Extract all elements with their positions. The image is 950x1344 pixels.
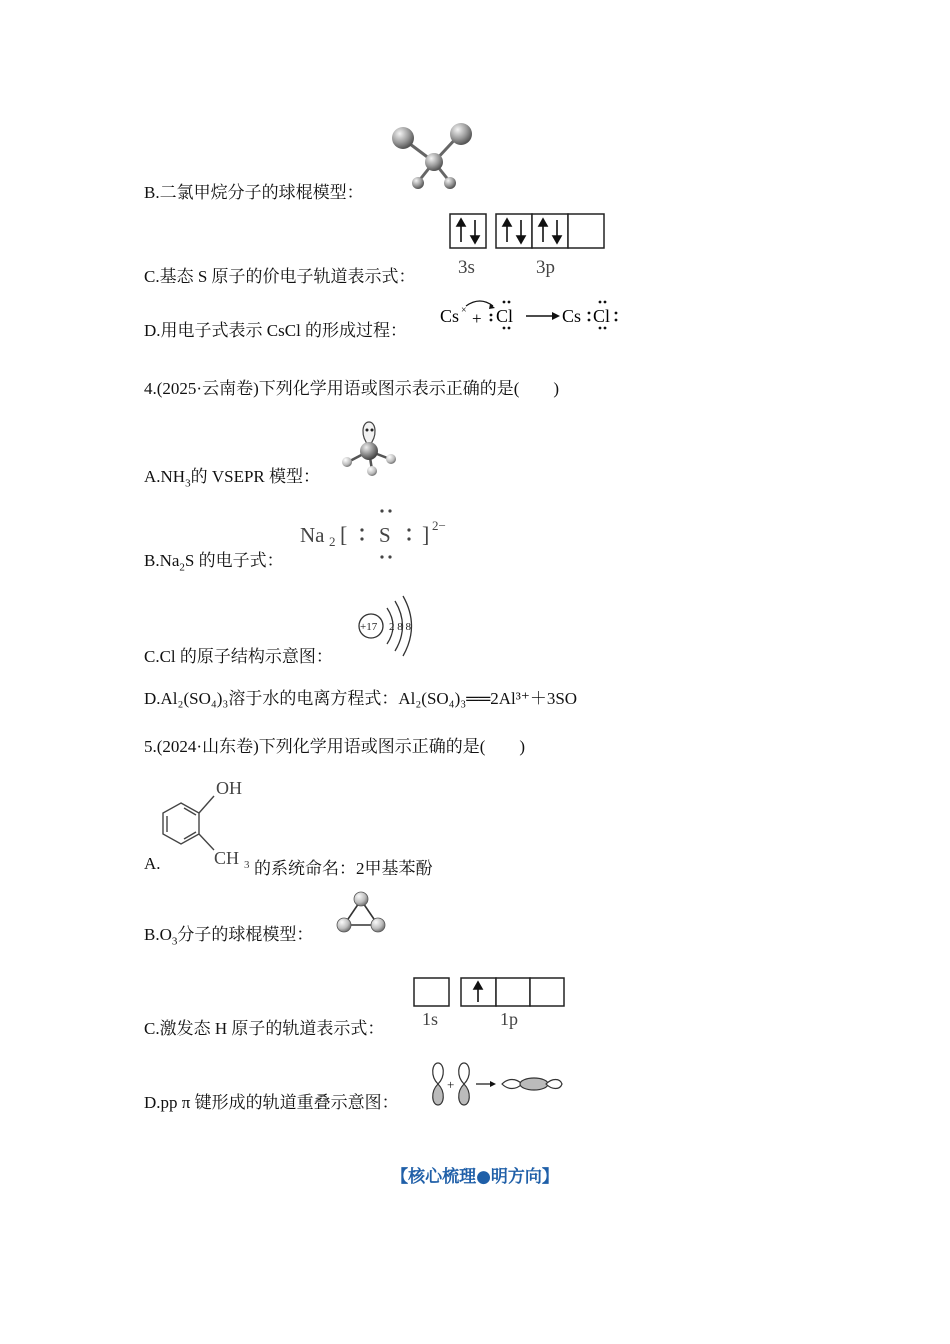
q3-option-c: C.基态 S 原子的价电子轨道表示式：	[144, 267, 416, 286]
q4-option-b: $B.Na_2S$ 的电子式：	[144, 551, 284, 574]
q3-option-b: B.二氯甲烷分子的球棍模型：	[144, 183, 364, 202]
cscl-formation-electron-dot	[438, 296, 628, 336]
2-methylphenol-structure	[156, 776, 256, 872]
svg-text:[: [	[340, 522, 348, 547]
plus-sign: +	[472, 309, 482, 328]
nh3-vsepr-model	[338, 418, 400, 478]
q4-stem: 4.(2025·云南卷)下列化学用语或图示表示正确的是( )	[144, 379, 560, 398]
label-1s: 1s	[422, 1009, 439, 1029]
sulfur-valence-orbital-diagram	[446, 210, 608, 280]
cl-symbol: Cl	[496, 306, 514, 326]
q5-stem: 5.(2024·山东卷)下列化学用语或图示正确的是( )	[144, 737, 526, 756]
q4-option-d: D.Al₂(SO₄)₃溶于水的电离方程式：Al₂(SO₄)₃══2Al³⁺＋3SO	[144, 689, 578, 708]
q3-option-d: D.用电子式表示 CsCl 的形成过程：	[144, 321, 408, 340]
shell-electron-counts: 2 8 8	[389, 621, 411, 633]
svg-text:3: 3	[244, 859, 250, 871]
dichloromethane-ball-stick-model	[388, 122, 478, 194]
q5-option-a-text: 的系统命名：2甲基苯酚	[254, 859, 433, 878]
charge-label: 2−	[432, 518, 446, 533]
cs-symbol: Cs	[440, 306, 460, 326]
plus-sign: +	[447, 1077, 455, 1092]
cl-symbol-product: Cl	[593, 306, 611, 326]
q5-option-a: A.	[144, 854, 161, 873]
label-3p: 3p	[536, 257, 555, 278]
cs-symbol-product: Cs	[562, 306, 582, 326]
label-3s: 3s	[458, 257, 475, 278]
ch3-group-label: CH	[214, 848, 240, 868]
nucleus-label: +17	[360, 621, 378, 633]
section-heading: 【核心梳理●明方向】	[391, 1167, 559, 1187]
q5-option-c: C.激发态 H 原子的轨道表示式：	[144, 1019, 385, 1038]
p-p-pi-bond-overlap-diagram	[426, 1060, 566, 1110]
s-symbol: S	[379, 523, 391, 547]
na2s-electron-dot	[298, 502, 466, 564]
cl-atomic-structure-diagram	[352, 594, 424, 660]
svg-text:]: ]	[422, 522, 430, 547]
svg-text:×: ×	[461, 305, 467, 316]
q4-option-a: $A.NH_3$的 VSEPR 模型：	[144, 467, 321, 490]
svg-text:2: 2	[329, 534, 336, 549]
excited-h-orbital-diagram	[410, 975, 570, 1033]
o3-ball-stick-model	[334, 890, 388, 936]
q5-option-d: D.pp π 键形成的轨道重叠示意图：	[144, 1093, 399, 1112]
oh-group-label: OH	[216, 778, 242, 798]
q5-option-b: $B.O_3$分子的球棍模型：	[144, 925, 314, 948]
na-symbol: Na	[300, 523, 325, 547]
label-1p: 1p	[500, 1009, 518, 1029]
q4-option-c: C.Cl 的原子结构示意图：	[144, 647, 333, 666]
